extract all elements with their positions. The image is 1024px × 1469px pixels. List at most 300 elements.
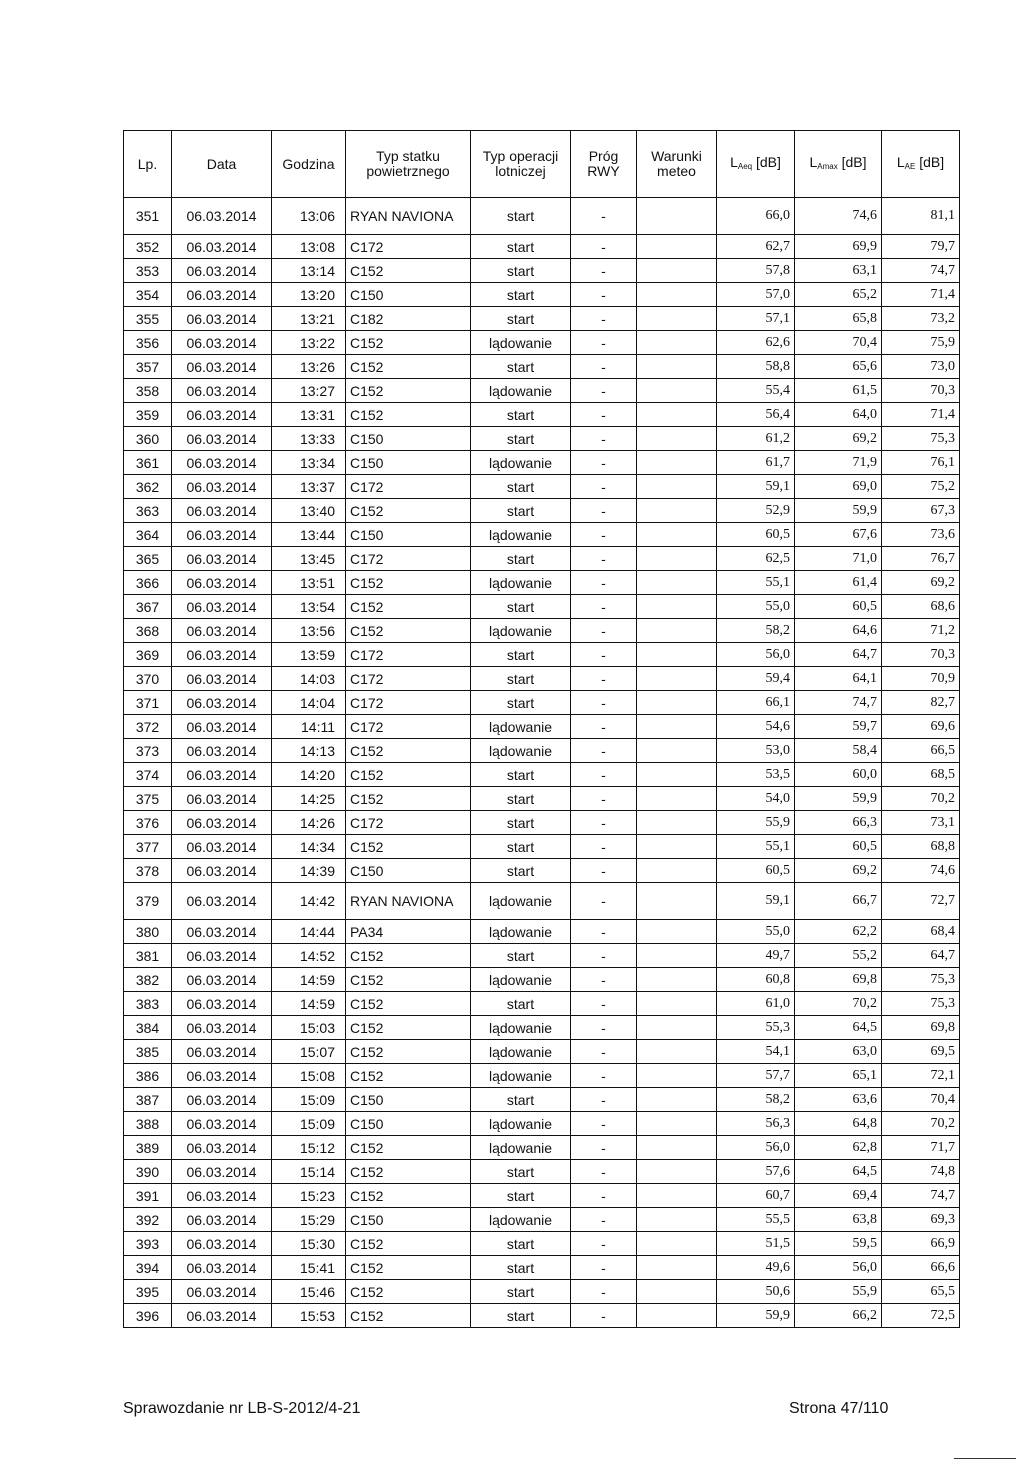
table-row	[124, 1232, 960, 1256]
cell-lae: 70,4	[882, 1088, 960, 1112]
cell-laeq: 55,1	[717, 571, 795, 595]
cell-aircraft: C152	[346, 1016, 471, 1040]
cell-date: 06.03.2014	[172, 992, 272, 1016]
cell-aircraft: C152	[346, 379, 471, 403]
cell-aircraft: RYAN NAVIONA	[346, 883, 471, 920]
cell-date: 06.03.2014	[172, 235, 272, 259]
cell-lae: 70,9	[882, 667, 960, 691]
cell-lamax: 65,8	[795, 307, 882, 331]
table-row	[124, 595, 960, 619]
cell-rwy: -	[571, 920, 637, 944]
cell-lamax: 74,7	[795, 691, 882, 715]
cell-lae: 69,3	[882, 1208, 960, 1232]
cell-operation: start	[471, 787, 571, 811]
cell-time: 14:26	[272, 811, 346, 835]
table-row	[124, 883, 960, 920]
cell-laeq: 60,8	[717, 968, 795, 992]
cell-lp: 382	[124, 968, 172, 992]
cell-aircraft: C152	[346, 571, 471, 595]
table-row	[124, 920, 960, 944]
cell-lamax: 60,5	[795, 595, 882, 619]
cell-laeq: 56,3	[717, 1112, 795, 1136]
cell-operation: lądowanie	[471, 1208, 571, 1232]
cell-lp: 381	[124, 944, 172, 968]
cell-lp: 386	[124, 1064, 172, 1088]
cell-meteo	[637, 379, 717, 403]
cell-meteo	[637, 811, 717, 835]
cell-laeq: 50,6	[717, 1280, 795, 1304]
cell-meteo	[637, 619, 717, 643]
page-number: Strona 47/110	[789, 1400, 889, 1417]
cell-aircraft: C152	[346, 499, 471, 523]
cell-rwy: -	[571, 475, 637, 499]
cell-operation: lądowanie	[471, 920, 571, 944]
cell-operation: lądowanie	[471, 619, 571, 643]
cell-lp: 396	[124, 1304, 172, 1328]
cell-date: 06.03.2014	[172, 1064, 272, 1088]
table-row	[124, 475, 960, 499]
cell-lae: 71,2	[882, 619, 960, 643]
cell-meteo	[637, 235, 717, 259]
cell-lp: 372	[124, 715, 172, 739]
cell-operation: start	[471, 235, 571, 259]
cell-operation: lądowanie	[471, 1112, 571, 1136]
cell-time: 15:30	[272, 1232, 346, 1256]
cell-date: 06.03.2014	[172, 835, 272, 859]
cell-meteo	[637, 883, 717, 920]
cell-date: 06.03.2014	[172, 811, 272, 835]
cell-meteo	[637, 1088, 717, 1112]
cell-aircraft: C152	[346, 1136, 471, 1160]
cell-lp: 390	[124, 1160, 172, 1184]
cell-aircraft: C172	[346, 715, 471, 739]
cell-time: 13:40	[272, 499, 346, 523]
cell-lamax: 64,6	[795, 619, 882, 643]
cell-laeq: 62,7	[717, 235, 795, 259]
cell-operation: lądowanie	[471, 1040, 571, 1064]
cell-aircraft: C152	[346, 944, 471, 968]
header-warunki-meteo: Warunki meteo	[637, 131, 717, 198]
cell-laeq: 49,6	[717, 1256, 795, 1280]
cell-meteo	[637, 715, 717, 739]
cell-rwy: -	[571, 307, 637, 331]
cell-rwy: -	[571, 667, 637, 691]
cell-rwy: -	[571, 859, 637, 883]
cell-lae: 71,4	[882, 403, 960, 427]
cell-rwy: -	[571, 1088, 637, 1112]
cell-meteo	[637, 1160, 717, 1184]
cell-meteo	[637, 1064, 717, 1088]
header-lamax-unit: [dB]	[837, 153, 867, 170]
cell-rwy: -	[571, 1184, 637, 1208]
cell-operation: start	[471, 1184, 571, 1208]
cell-laeq: 53,0	[717, 739, 795, 763]
cell-aircraft: C152	[346, 763, 471, 787]
cell-operation: start	[471, 1232, 571, 1256]
cell-rwy: -	[571, 1280, 637, 1304]
cell-time: 15:08	[272, 1064, 346, 1088]
cell-laeq: 54,6	[717, 715, 795, 739]
table-row	[124, 1208, 960, 1232]
cell-aircraft: C150	[346, 283, 471, 307]
table-row	[124, 1184, 960, 1208]
cell-operation: lądowanie	[471, 968, 571, 992]
cell-lae: 69,5	[882, 1040, 960, 1064]
cell-date: 06.03.2014	[172, 595, 272, 619]
cell-lp: 371	[124, 691, 172, 715]
cell-lamax: 56,0	[795, 1256, 882, 1280]
cell-meteo	[637, 968, 717, 992]
cell-laeq: 57,0	[717, 283, 795, 307]
cell-meteo	[637, 403, 717, 427]
cell-time: 14:03	[272, 667, 346, 691]
cell-lp: 368	[124, 619, 172, 643]
cell-operation: lądowanie	[471, 883, 571, 920]
cell-aircraft: C172	[346, 811, 471, 835]
cell-rwy: -	[571, 1016, 637, 1040]
cell-date: 06.03.2014	[172, 1232, 272, 1256]
cell-aircraft: C152	[346, 968, 471, 992]
cell-meteo	[637, 451, 717, 475]
table-row	[124, 715, 960, 739]
cell-lp: 367	[124, 595, 172, 619]
cell-time: 14:52	[272, 944, 346, 968]
cell-laeq: 55,9	[717, 811, 795, 835]
cell-time: 14:13	[272, 739, 346, 763]
cell-aircraft: C150	[346, 1088, 471, 1112]
cell-aircraft: C172	[346, 475, 471, 499]
cell-operation: lądowanie	[471, 523, 571, 547]
cell-lae: 69,6	[882, 715, 960, 739]
cell-lae: 72,7	[882, 883, 960, 920]
cell-meteo	[637, 355, 717, 379]
cell-date: 06.03.2014	[172, 619, 272, 643]
cell-operation: start	[471, 1088, 571, 1112]
cell-operation: lądowanie	[471, 1136, 571, 1160]
cell-aircraft: C152	[346, 1280, 471, 1304]
cell-aircraft: C150	[346, 451, 471, 475]
cell-laeq: 56,4	[717, 403, 795, 427]
cell-laeq: 66,1	[717, 691, 795, 715]
cell-lae: 66,9	[882, 1232, 960, 1256]
cell-lamax: 65,1	[795, 1064, 882, 1088]
cell-lae: 75,3	[882, 968, 960, 992]
cell-meteo	[637, 1304, 717, 1328]
cell-lamax: 71,9	[795, 451, 882, 475]
cell-operation: start	[471, 475, 571, 499]
cell-date: 06.03.2014	[172, 1136, 272, 1160]
cell-operation: start	[471, 1304, 571, 1328]
table-row	[124, 1016, 960, 1040]
cell-operation: start	[471, 691, 571, 715]
cell-rwy: -	[571, 1208, 637, 1232]
cell-rwy: -	[571, 992, 637, 1016]
cell-laeq: 55,1	[717, 835, 795, 859]
cell-laeq: 57,1	[717, 307, 795, 331]
cell-laeq: 57,6	[717, 1160, 795, 1184]
cell-aircraft: C152	[346, 619, 471, 643]
cell-lamax: 59,9	[795, 787, 882, 811]
table-row	[124, 944, 960, 968]
cell-lae: 76,1	[882, 451, 960, 475]
cell-operation: start	[471, 643, 571, 667]
cell-lp: 358	[124, 379, 172, 403]
cell-rwy: -	[571, 1040, 637, 1064]
cell-meteo	[637, 523, 717, 547]
cell-lae: 74,7	[882, 259, 960, 283]
cell-lae: 76,7	[882, 547, 960, 571]
cell-date: 06.03.2014	[172, 499, 272, 523]
cell-rwy: -	[571, 619, 637, 643]
cell-lp: 395	[124, 1280, 172, 1304]
cell-date: 06.03.2014	[172, 968, 272, 992]
cell-lae: 71,7	[882, 1136, 960, 1160]
cell-rwy: -	[571, 523, 637, 547]
cell-date: 06.03.2014	[172, 691, 272, 715]
cell-lamax: 60,0	[795, 763, 882, 787]
table-row	[124, 787, 960, 811]
table-row	[124, 667, 960, 691]
cell-rwy: -	[571, 259, 637, 283]
cell-lae: 68,5	[882, 763, 960, 787]
table-row	[124, 355, 960, 379]
header-laeq-sub: Aeq	[737, 161, 753, 171]
cell-time: 13:37	[272, 475, 346, 499]
table-row	[124, 198, 960, 235]
cell-lae: 70,3	[882, 643, 960, 667]
cell-lae: 66,5	[882, 739, 960, 763]
cell-lp: 360	[124, 427, 172, 451]
cell-time: 13:08	[272, 235, 346, 259]
cell-lae: 74,6	[882, 859, 960, 883]
cell-rwy: -	[571, 571, 637, 595]
cell-lp: 391	[124, 1184, 172, 1208]
table-row	[124, 1112, 960, 1136]
cell-meteo	[637, 1208, 717, 1232]
cell-laeq: 55,0	[717, 595, 795, 619]
cell-lae: 75,9	[882, 331, 960, 355]
cell-operation: lądowanie	[471, 715, 571, 739]
cell-aircraft: C172	[346, 547, 471, 571]
cell-rwy: -	[571, 763, 637, 787]
cell-date: 06.03.2014	[172, 307, 272, 331]
cell-date: 06.03.2014	[172, 1304, 272, 1328]
cell-rwy: -	[571, 1160, 637, 1184]
cell-meteo	[637, 859, 717, 883]
cell-laeq: 56,0	[717, 1136, 795, 1160]
cell-operation: start	[471, 992, 571, 1016]
cell-date: 06.03.2014	[172, 427, 272, 451]
cell-lae: 70,2	[882, 1112, 960, 1136]
cell-operation: lądowanie	[471, 451, 571, 475]
cell-time: 14:39	[272, 859, 346, 883]
table-row	[124, 811, 960, 835]
table-row	[124, 235, 960, 259]
cell-meteo	[637, 198, 717, 235]
cell-rwy: -	[571, 1232, 637, 1256]
cell-time: 15:03	[272, 1016, 346, 1040]
cell-rwy: -	[571, 379, 637, 403]
cell-lae: 70,3	[882, 379, 960, 403]
cell-meteo	[637, 944, 717, 968]
cell-rwy: -	[571, 1064, 637, 1088]
cell-lamax: 70,4	[795, 331, 882, 355]
cell-time: 14:34	[272, 835, 346, 859]
cell-lae: 82,7	[882, 691, 960, 715]
table-row	[124, 739, 960, 763]
table-row	[124, 1136, 960, 1160]
cell-lamax: 55,9	[795, 1280, 882, 1304]
header-lp: Lp.	[124, 131, 172, 198]
cell-laeq: 57,8	[717, 259, 795, 283]
cell-lamax: 69,9	[795, 235, 882, 259]
cell-time: 15:53	[272, 1304, 346, 1328]
cell-rwy: -	[571, 643, 637, 667]
cell-date: 06.03.2014	[172, 763, 272, 787]
cell-laeq: 51,5	[717, 1232, 795, 1256]
cell-time: 14:44	[272, 920, 346, 944]
cell-lamax: 58,4	[795, 739, 882, 763]
table-row	[124, 283, 960, 307]
cell-lamax: 63,6	[795, 1088, 882, 1112]
cell-lamax: 69,8	[795, 968, 882, 992]
cell-lp: 352	[124, 235, 172, 259]
cell-time: 15:14	[272, 1160, 346, 1184]
table-row	[124, 499, 960, 523]
cell-operation: lądowanie	[471, 1064, 571, 1088]
table-row	[124, 571, 960, 595]
cell-rwy: -	[571, 691, 637, 715]
cell-lp: 389	[124, 1136, 172, 1160]
cell-time: 15:46	[272, 1280, 346, 1304]
cell-laeq: 60,5	[717, 523, 795, 547]
cell-aircraft: C152	[346, 403, 471, 427]
cell-lp: 387	[124, 1088, 172, 1112]
table-header	[124, 131, 960, 198]
cell-operation: start	[471, 403, 571, 427]
cell-meteo	[637, 1112, 717, 1136]
cell-laeq: 55,0	[717, 920, 795, 944]
cell-meteo	[637, 1040, 717, 1064]
cell-operation: lądowanie	[471, 331, 571, 355]
cell-meteo	[637, 992, 717, 1016]
cell-aircraft: C152	[346, 1304, 471, 1328]
cell-laeq: 60,7	[717, 1184, 795, 1208]
cell-laeq: 61,0	[717, 992, 795, 1016]
cell-lamax: 74,6	[795, 198, 882, 235]
cell-rwy: -	[571, 1112, 637, 1136]
cell-rwy: -	[571, 968, 637, 992]
cell-date: 06.03.2014	[172, 944, 272, 968]
cell-lp: 383	[124, 992, 172, 1016]
cell-time: 13:44	[272, 523, 346, 547]
table-row	[124, 992, 960, 1016]
header-lamax-base: L	[809, 153, 818, 170]
table-row	[124, 331, 960, 355]
table-row	[124, 259, 960, 283]
cell-lp: 363	[124, 499, 172, 523]
table-row	[124, 835, 960, 859]
cell-time: 13:20	[272, 283, 346, 307]
cell-operation: start	[471, 198, 571, 235]
cell-lp: 355	[124, 307, 172, 331]
cell-lp: 374	[124, 763, 172, 787]
cell-meteo	[637, 499, 717, 523]
cell-lae: 81,1	[882, 198, 960, 235]
header-typ-operacji: Typ operacji lotniczej	[471, 131, 571, 198]
cell-rwy: -	[571, 427, 637, 451]
table-row	[124, 403, 960, 427]
cell-time: 15:09	[272, 1112, 346, 1136]
header-typ-statku: Typ statku powietrznego	[346, 131, 471, 198]
cell-lae: 71,4	[882, 283, 960, 307]
cell-operation: start	[471, 547, 571, 571]
cell-rwy: -	[571, 283, 637, 307]
cell-lae: 64,7	[882, 944, 960, 968]
cell-aircraft: C152	[346, 355, 471, 379]
cell-lamax: 64,8	[795, 1112, 882, 1136]
cell-lae: 69,8	[882, 1016, 960, 1040]
cell-lamax: 60,5	[795, 835, 882, 859]
cell-time: 13:06	[272, 198, 346, 235]
cell-time: 15:41	[272, 1256, 346, 1280]
cell-lae: 72,5	[882, 1304, 960, 1328]
cell-rwy: -	[571, 355, 637, 379]
table-row	[124, 619, 960, 643]
cell-aircraft: C152	[346, 1232, 471, 1256]
cell-aircraft: RYAN NAVIONA	[346, 198, 471, 235]
cell-time: 13:54	[272, 595, 346, 619]
cell-lp: 373	[124, 739, 172, 763]
cell-laeq: 55,3	[717, 1016, 795, 1040]
table-row	[124, 1280, 960, 1304]
cell-meteo	[637, 1232, 717, 1256]
cell-meteo	[637, 307, 717, 331]
cell-operation: lądowanie	[471, 739, 571, 763]
cell-meteo	[637, 1016, 717, 1040]
table-row	[124, 1088, 960, 1112]
cell-lp: 375	[124, 787, 172, 811]
cell-meteo	[637, 739, 717, 763]
cell-time: 14:59	[272, 968, 346, 992]
cell-meteo	[637, 835, 717, 859]
cell-laeq: 58,2	[717, 619, 795, 643]
cell-time: 15:23	[272, 1184, 346, 1208]
cell-lae: 74,8	[882, 1160, 960, 1184]
cell-lamax: 64,5	[795, 1016, 882, 1040]
cell-date: 06.03.2014	[172, 1256, 272, 1280]
cell-aircraft: C152	[346, 1256, 471, 1280]
cell-meteo	[637, 691, 717, 715]
cell-aircraft: C172	[346, 643, 471, 667]
cell-laeq: 60,5	[717, 859, 795, 883]
cell-date: 06.03.2014	[172, 283, 272, 307]
cell-date: 06.03.2014	[172, 403, 272, 427]
cell-lp: 362	[124, 475, 172, 499]
cell-lae: 68,6	[882, 595, 960, 619]
cell-operation: start	[471, 499, 571, 523]
table-row	[124, 379, 960, 403]
cell-operation: start	[471, 859, 571, 883]
cell-lp: 394	[124, 1256, 172, 1280]
cell-rwy: -	[571, 1256, 637, 1280]
cell-time: 13:21	[272, 307, 346, 331]
cell-date: 06.03.2014	[172, 475, 272, 499]
cell-aircraft: C152	[346, 835, 471, 859]
cell-lae: 66,6	[882, 1256, 960, 1280]
cell-date: 06.03.2014	[172, 667, 272, 691]
cell-rwy: -	[571, 1136, 637, 1160]
